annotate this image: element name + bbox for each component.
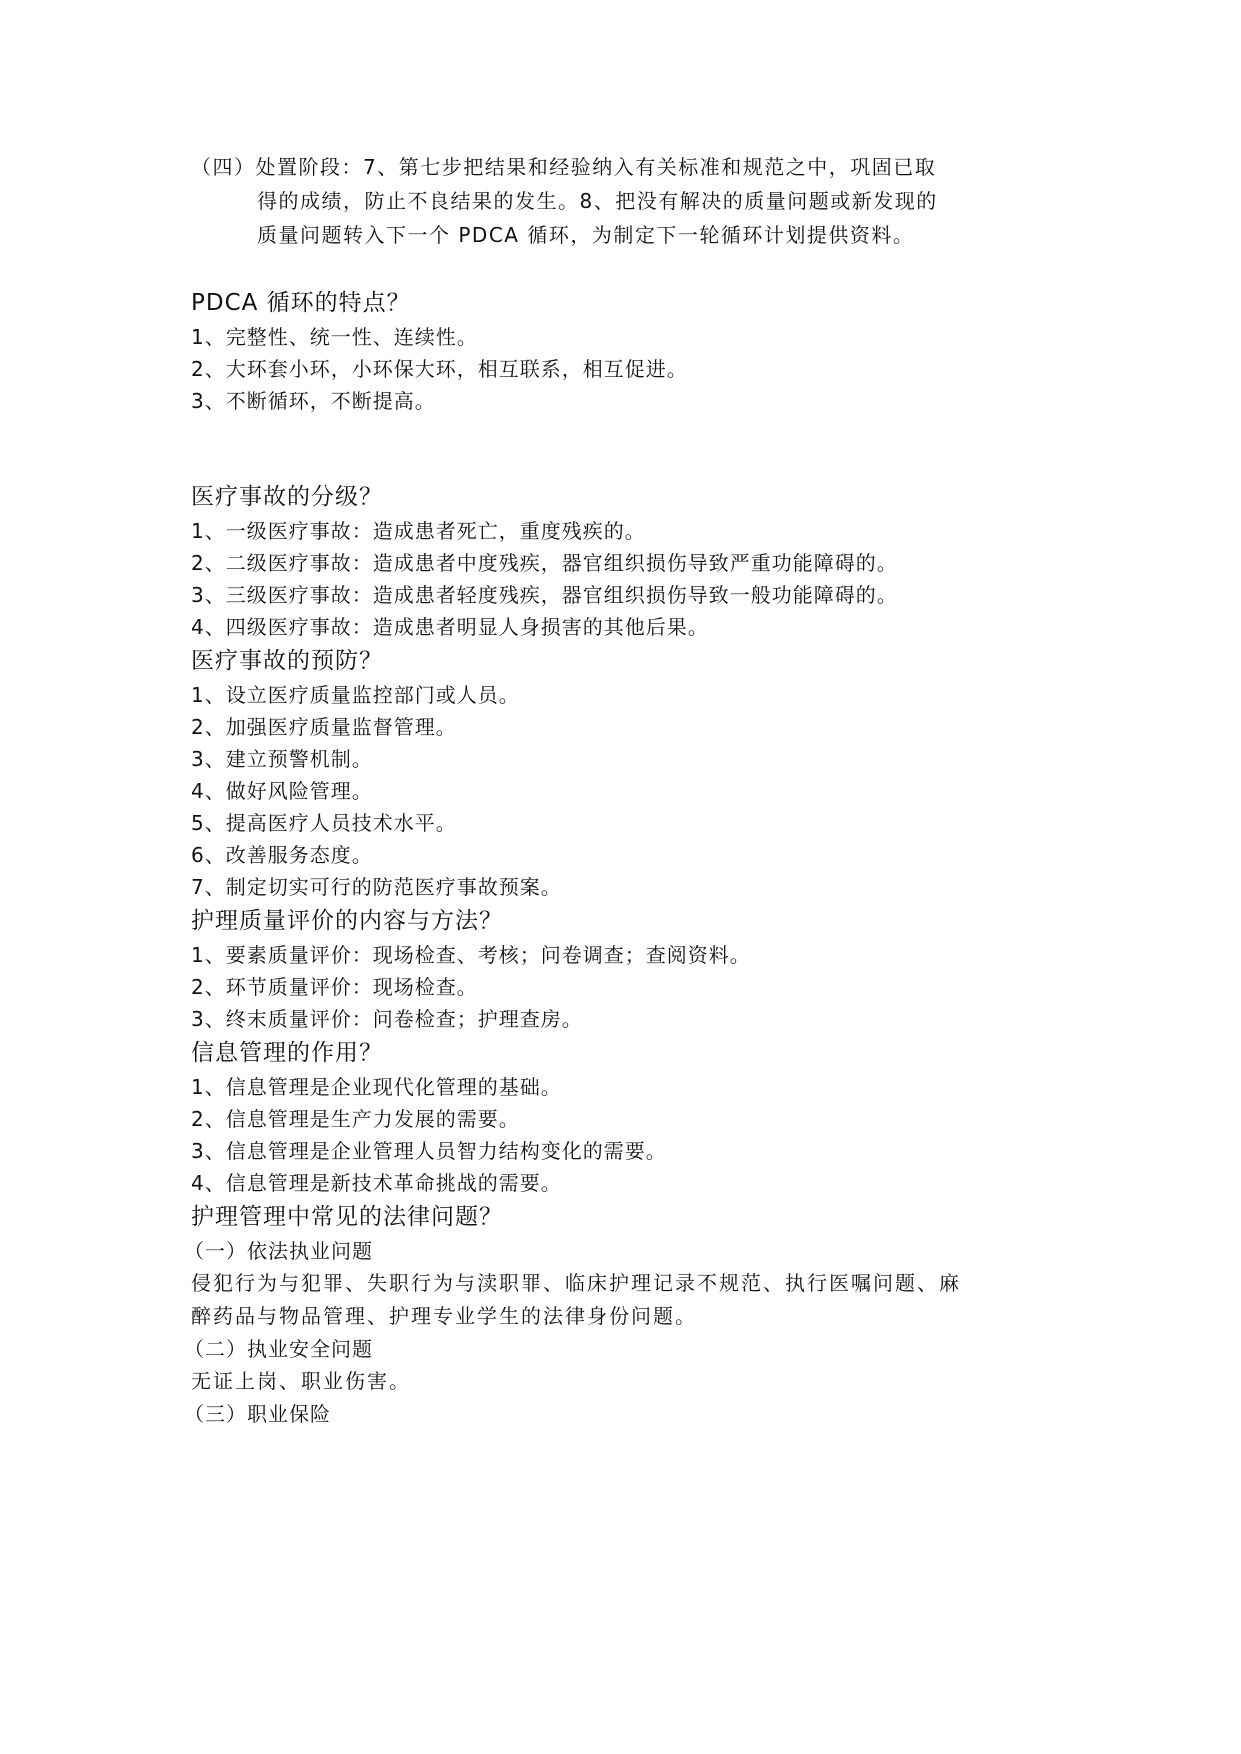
list-item: 1、信息管理是企业现代化管理的基础。 xyxy=(191,1075,562,1099)
section-title: 护理质量评价的内容与方法？ xyxy=(191,908,503,934)
section-accident-prevention xyxy=(191,643,1071,903)
list-item: 1、完整性、统一性、连续性。 xyxy=(191,325,478,349)
list-item: 3、三级医疗事故：造成患者轻度残疾，器官组织损伤导致一般功能障碍的。 xyxy=(191,583,898,607)
section-accident-grades xyxy=(191,479,1071,643)
spacer xyxy=(191,417,1071,479)
list-item: 2、环节质量评价：现场检查。 xyxy=(191,975,478,999)
subsection-title: （一）依法执业问题 xyxy=(184,1239,373,1263)
section-nursing-quality xyxy=(191,903,1071,1035)
section-info-management xyxy=(191,1035,1071,1199)
paragraph-line: 醉药品与物品管理、护理专业学生的法律身份问题。 xyxy=(191,1304,697,1328)
section-title: 护理管理中常见的法律问题？ xyxy=(191,1204,503,1230)
list-item: 7、制定切实可行的防范医疗事故预案。 xyxy=(191,875,562,899)
list-item: 2、大环套小环，小环保大环，相互联系，相互促进。 xyxy=(191,357,688,381)
list-item: 5、提高医疗人员技术水平。 xyxy=(191,811,457,835)
intro-line: 质量问题转入下一个 PDCA 循环，为制定下一轮循环计划提供资料。 xyxy=(257,223,915,247)
list-item: 1、一级医疗事故：造成患者死亡，重度残疾的。 xyxy=(191,519,646,543)
subsection-title: （二）执业安全问题 xyxy=(184,1337,373,1361)
section-title: 医疗事故的分级？ xyxy=(191,484,383,510)
list-item: 2、二级医疗事故：造成患者中度残疾，器官组织损伤导致严重功能障碍的。 xyxy=(191,551,898,575)
list-item: 4、四级医疗事故：造成患者明显人身损害的其他后果。 xyxy=(191,615,709,639)
list-item: 1、要素质量评价：现场检查、考核；问卷调查；查阅资料。 xyxy=(191,943,751,967)
list-item: 2、信息管理是生产力发展的需要。 xyxy=(191,1107,520,1131)
list-item: 3、建立预警机制。 xyxy=(191,747,373,771)
list-item: 4、信息管理是新技术革命挑战的需要。 xyxy=(191,1171,562,1195)
section-title: 医疗事故的预防？ xyxy=(191,648,383,674)
list-item: 3、终末质量评价：问卷检查；护理查房。 xyxy=(191,1007,583,1031)
paragraph-line: 无证上岗、职业伤害。 xyxy=(191,1369,411,1393)
list-item: 3、不断循环，不断提高。 xyxy=(191,389,436,413)
section-title: 信息管理的作用？ xyxy=(191,1040,383,1066)
paragraph-line: 侵犯行为与犯罪、失职行为与渎职罪、临床护理记录不规范、执行医嘱问题、麻 xyxy=(191,1271,961,1295)
section-pdca-features xyxy=(191,285,1071,417)
document-content xyxy=(184,150,1071,1430)
intro-line: 得的成绩，防止不良结果的发生。8、把没有解决的质量问题或新发现的 xyxy=(257,189,938,213)
list-item: 4、做好风险管理。 xyxy=(191,779,373,803)
intro-paragraph xyxy=(191,150,1071,252)
section-title: PDCA 循环的特点？ xyxy=(191,290,411,316)
spacer xyxy=(191,252,1071,285)
intro-line: （四）处置阶段：7、第七步把结果和经验纳入有关标准和规范之中，巩固已取 xyxy=(191,155,937,179)
list-item: 3、信息管理是企业管理人员智力结构变化的需要。 xyxy=(191,1139,667,1163)
section-legal-issues xyxy=(184,1199,1071,1430)
list-item: 6、改善服务态度。 xyxy=(191,843,373,867)
list-item: 1、设立医疗质量监控部门或人员。 xyxy=(191,683,520,707)
list-item: 2、加强医疗质量监督管理。 xyxy=(191,715,457,739)
subsection-title: （三）职业保险 xyxy=(184,1402,331,1426)
